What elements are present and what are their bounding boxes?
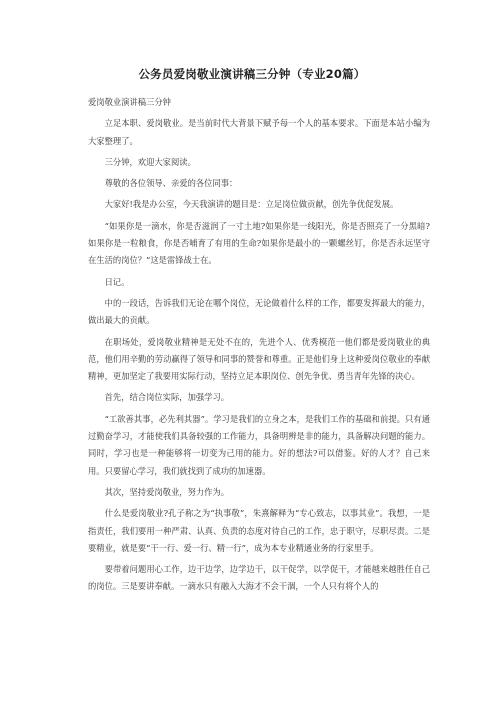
paragraph: 什么是爱岗敬业?孔子称之为“执事敬”，朱熹解释为“专心致志，以事其业”。我想，一是指责任，我们要用一种严肃、认真、负责的态度对待自己的工作，忠于职守，尽职尽责。二是要精业，就是要“干一行、爱一行、精一行”，成为本专业精通业务的行家里手。 bbox=[88, 508, 430, 553]
document-title: 公务员爱岗敬业演讲稿三分钟（专业20篇） bbox=[138, 67, 366, 81]
paragraph: 在职场处，爱岗敬业精神是无处不在的，先进个人、优秀模范一他们都是爱岗敬业的典范，他们用辛勤的劳动赢得了领导和同事的赞誉和尊重。正是他们身上这种爱岗位敬业的奉献精神，更加坚定了我要用实际行动，坚持立足本职岗位、创先争优、勇当青年先锋的决心。 bbox=[88, 336, 430, 382]
paragraph: 尊敬的各位领导、亲爱的各位同事： bbox=[104, 178, 238, 189]
paragraph: 其次，坚持爱岗敬业，努力作为。 bbox=[104, 486, 230, 497]
paragraph: 立足本职、爱岗敬业。是当前时代大背景下赋予每一个人的基本要求。下面是本站小编为大家整理了。 bbox=[88, 118, 430, 146]
paragraph: “工欲善其事，必先利其器”。学习是我们的立身之本，是我们工作的基础和前提。只有通过勤奋学习，才能使我们具备较强的工作能力，具备明辨是非的能力，具备解决问题的能力。同时，学习也是一种能够将一切变为己用的能力。好的想法?可以借鉴。好的人才？自己来用。只要留心学习，我们就找到了成功的加速器。 bbox=[88, 413, 430, 476]
paragraph: 中的一段话，告诉我们无论在哪个岗位，无论做着什么样的工作，都要发挥最大的能力，做出最大的贡献。 bbox=[88, 297, 430, 326]
paragraph: 日记。 bbox=[104, 276, 130, 287]
paragraph: 要带着问题用心工作，边干边学，边学边干，以干促学，以学促干，才能越来越胜任自己的岗位。三是要讲奉献。一滴水只有融入大海才不会干涸，一个人只有将个人的 bbox=[88, 564, 430, 592]
paragraph-subtitle: 爱岗敬业演讲稿三分钟 bbox=[88, 97, 171, 107]
paragraph: 大家好!我是办公室，今天我演讲的题目是：立足岗位做贡献，创先争优促发展。 bbox=[104, 199, 399, 210]
paragraph: 三分钟，欢迎大家阅读。 bbox=[104, 156, 196, 167]
paragraph: “如果你是一滴水，你是否滋润了一寸土地?如果你是一线阳光，你是否照亮了一分黑暗?如果你是一粒粮食，你是否哺育了有用的生命?如果你是最小的一颗螺丝钉，你是否永远坚守在生活的岗位？”这是雷锋战士在。 bbox=[88, 220, 430, 266]
document-body bbox=[88, 94, 430, 596]
paragraph: 首先，结合岗位实际，加强学习。 bbox=[104, 392, 230, 403]
